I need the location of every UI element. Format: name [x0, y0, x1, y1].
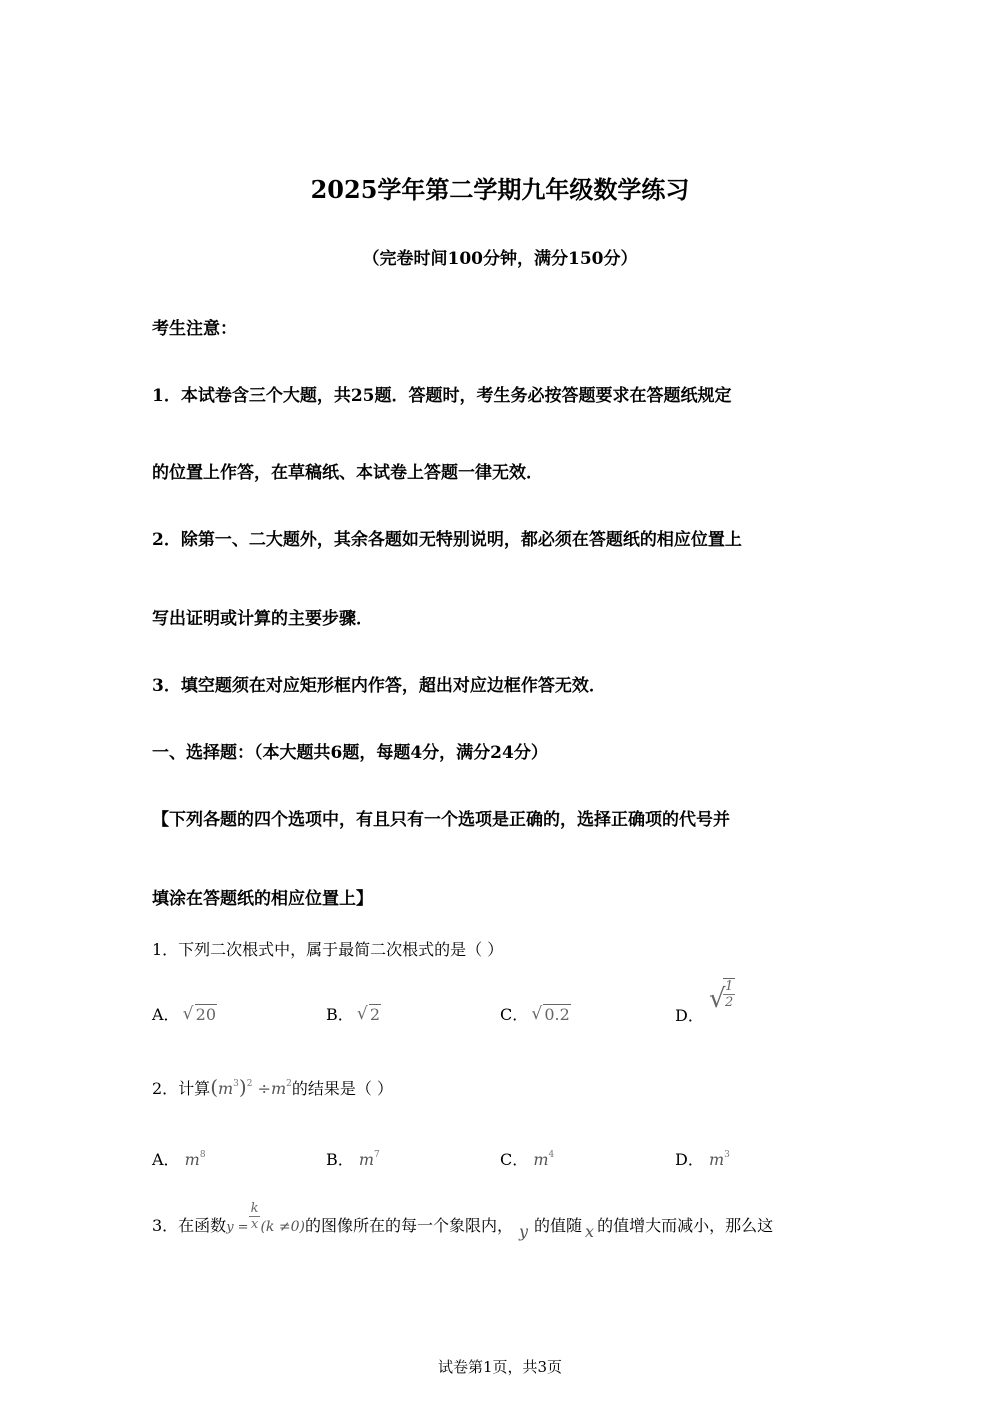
page-footer: 试卷第1页，共3页 — [437, 1358, 563, 1376]
radicand: 2 — [369, 1005, 381, 1024]
option-c — [500, 1002, 571, 1025]
math-expression: $(m^3)^2 \div m^2$ — [210, 1075, 292, 1099]
variable: m — [708, 1150, 725, 1169]
exponent: 2 — [246, 1079, 253, 1089]
sqrt-icon: √ — [708, 984, 726, 1014]
radicand: 0.2 — [544, 1005, 570, 1024]
question-text: 的值增大而减小，那么这 — [597, 1216, 774, 1235]
option-label: D． — [675, 1005, 704, 1025]
question-3-stem — [152, 1197, 774, 1241]
variable: m — [533, 1150, 549, 1169]
sqrt-expression — [359, 1005, 381, 1024]
division-term: ÷m — [257, 1079, 287, 1098]
notice-line: 1．本试卷含三个大题，共25题．答题时，考生务必按答题要求在答题纸规定 — [152, 386, 732, 406]
option-d — [675, 978, 735, 1025]
variable: m — [184, 1150, 200, 1169]
option-label: C． — [500, 1150, 529, 1169]
exponent: 8 — [199, 1150, 206, 1160]
section-instruction: 【下列各题的四个选项中，有且只有一个选项是正确的，选择正确项的代号并 — [152, 810, 730, 830]
question-suffix: 的结果是（ ） — [291, 1079, 393, 1098]
question-prefix: 2．计算 — [152, 1079, 211, 1098]
question-1-stem: 1．下列二次根式中，属于最简二次根式的是（ ） — [152, 940, 504, 959]
option-b — [326, 1002, 381, 1025]
option-label: B． — [326, 1150, 354, 1169]
variable: x — [585, 1222, 595, 1241]
question-text: 的值随 — [534, 1216, 583, 1235]
option-label: B． — [326, 1005, 354, 1024]
variable: y — [518, 1222, 529, 1241]
function-lhs: y = — [226, 1220, 249, 1235]
option-c — [500, 1147, 554, 1170]
exam-subtitle: （完卷时间100分钟，满分150分） — [362, 249, 638, 269]
question-text: 的图像所在的每一个象限内， — [304, 1216, 513, 1235]
page-title: 2025学年第二学期九年级数学练习 — [310, 175, 690, 204]
numerator: 1 — [724, 979, 734, 994]
denominator: 2 — [724, 995, 734, 1010]
option-b — [326, 1147, 380, 1170]
option-a — [152, 1147, 206, 1170]
option-label: C． — [500, 1005, 529, 1024]
question-prefix: 3．在函数 — [152, 1216, 227, 1235]
notice-line: 3．填空题须在对应矩形框内作答，超出对应边框作答无效． — [152, 676, 606, 696]
sqrt-expression — [185, 1005, 217, 1024]
radicand: 20 — [195, 1005, 217, 1024]
sqrt-expression — [533, 1005, 570, 1024]
exponent: 3 — [233, 1079, 239, 1089]
exponent: 2 — [286, 1079, 292, 1089]
function-condition: (k ≠0) — [260, 1219, 305, 1235]
exponent: 4 — [548, 1150, 555, 1160]
option-label: A． — [152, 1150, 180, 1169]
denominator: x — [250, 1217, 259, 1232]
notice-line: 的位置上作答，在草稿纸、本试卷上答题一律无效． — [152, 463, 543, 483]
option-label: D． — [675, 1150, 704, 1169]
math-function — [226, 1216, 248, 1235]
fraction — [249, 1201, 261, 1232]
option-d — [675, 1147, 730, 1170]
exponent: 3 — [724, 1150, 730, 1160]
variable: m — [358, 1150, 375, 1169]
exponent: 7 — [374, 1150, 380, 1160]
notice-heading: 考生注意： — [152, 319, 237, 339]
question-2-stem — [152, 1075, 393, 1099]
section-heading: 一、选择题：（本大题共6题，每题4分，满分24分） — [152, 743, 548, 763]
option-a — [152, 1002, 217, 1025]
notice-line: 2．除第一、二大题外，其余各题如无特别说明，都必须在答题纸的相应位置上 — [152, 530, 742, 550]
sqrt-fraction — [708, 978, 735, 1014]
numerator: k — [250, 1201, 259, 1216]
option-label: A． — [152, 1005, 180, 1024]
notice-line: 写出证明或计算的主要步骤． — [152, 609, 373, 629]
section-instruction: 填涂在答题纸的相应位置上】 — [152, 889, 373, 909]
variable: m — [218, 1079, 234, 1098]
